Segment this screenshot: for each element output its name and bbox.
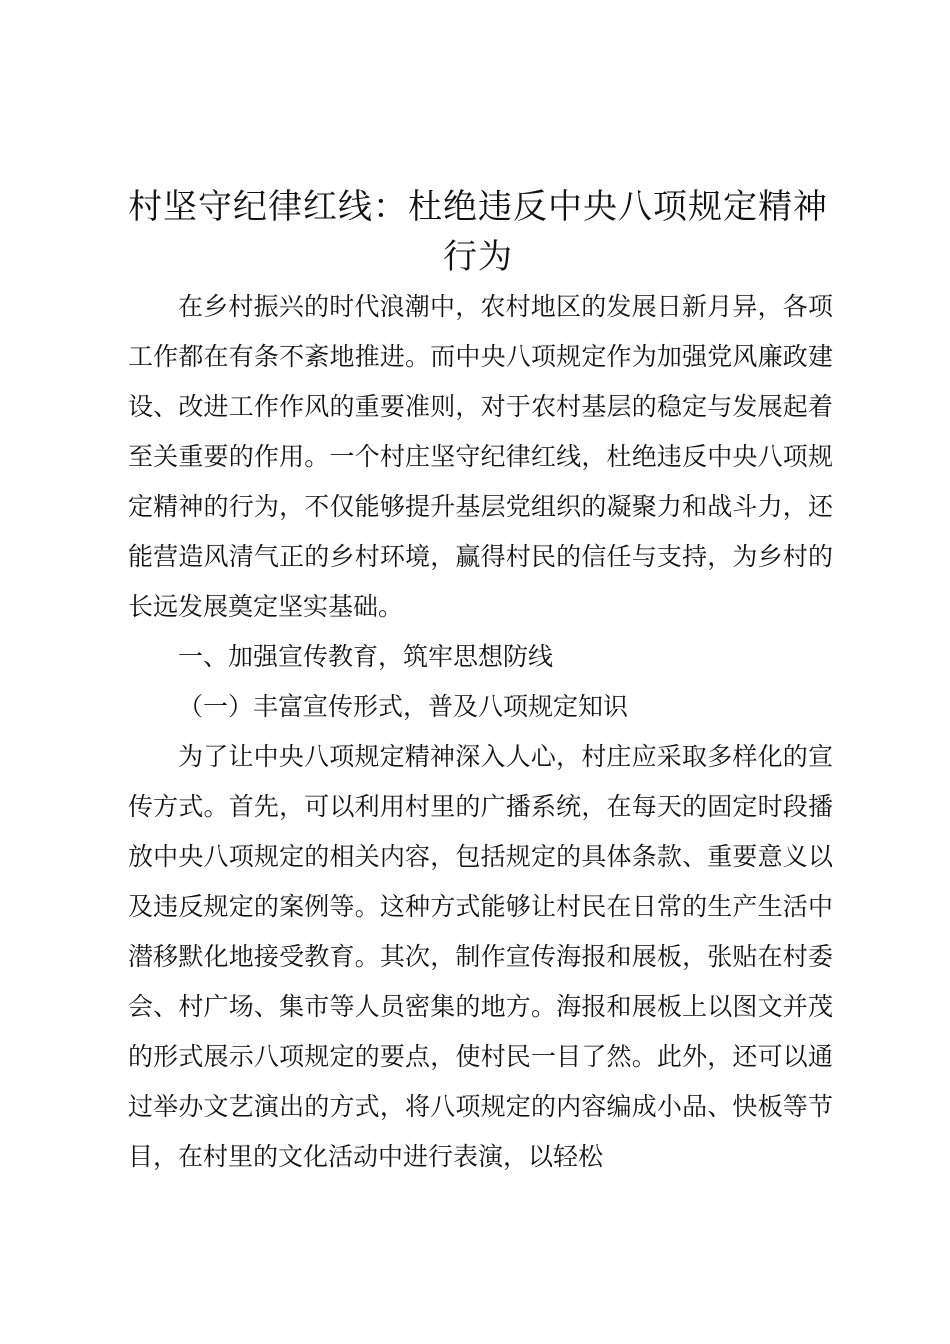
document-title: 村坚守纪律红线：杜绝违反中央八项规定精神行为 <box>128 187 828 277</box>
document-body <box>128 282 833 1182</box>
section-heading-1: 一、加强宣传教育，筑牢思想防线 <box>178 642 554 671</box>
subsection-heading-1-1: （一）丰富宣传形式，普及八项规定知识 <box>178 692 629 721</box>
subsection-paragraph-1-1: 为了让中央八项规定精神深入人心，村庄应采取多样化的宣传方式。首先，可以利用村里的广播系统，在每天的固定时段播放中央八项规定的相关内容，包括规定的具体条款、重要意义以及违反规定的案例等。这种方式能够让村民在日常的生产生活中潜移默化地接受教育。其次，制作宣传海报和展板，张贴在村委会、村广场、集市等人员密集的地方。海报和展板上以图文并茂的形式展示八项规定的要点，使村民一目了然。此外，还可以通过举办文艺演出的方式，将八项规定的内容编成小品、快板等节目，在村里的文化活动中进行表演，以轻松 <box>128 742 833 1171</box>
intro-paragraph: 在乡村振兴的时代浪潮中，农村地区的发展日新月异，各项工作都在有条不紊地推进。而中央八项规定作为加强党风廉政建设、改进工作作风的重要准则，对于农村基层的稳定与发展起着至关重要的作用。一个村庄坚守纪律红线，杜绝违反中央八项规定精神的行为，不仅能够提升基层党组织的凝聚力和战斗力，还能营造风清气正的乡村环境，赢得村民的信任与支持，为乡村的长远发展奠定坚实基础。 <box>128 292 833 621</box>
